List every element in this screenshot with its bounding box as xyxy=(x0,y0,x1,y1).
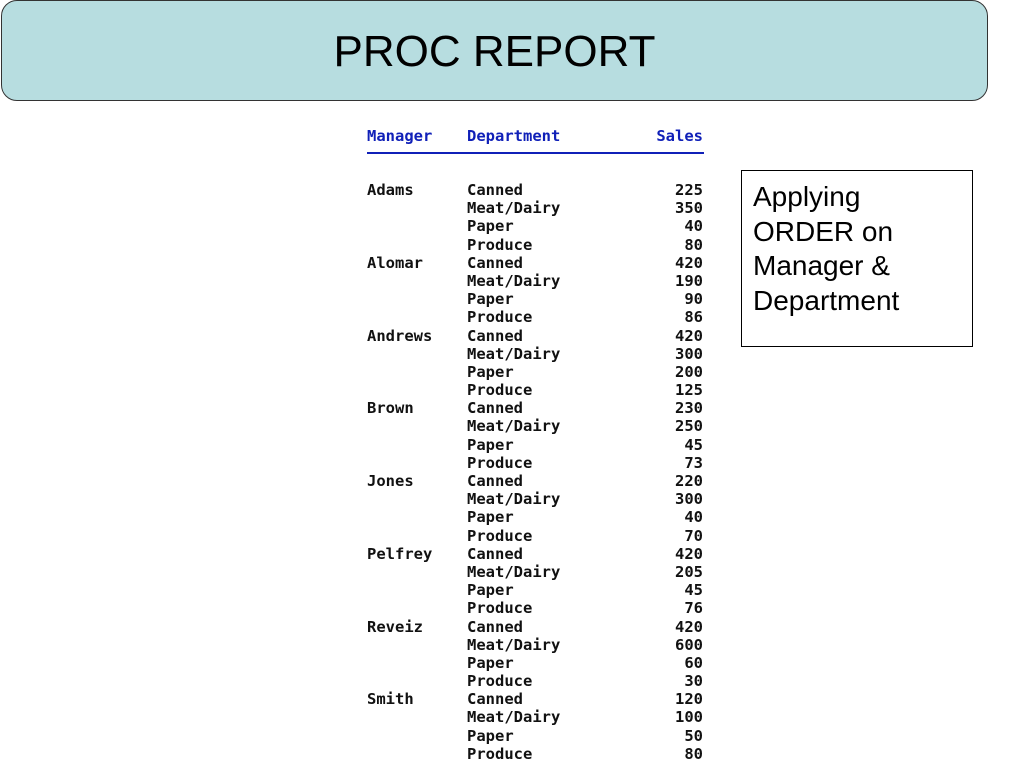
table-row xyxy=(367,436,704,454)
cell-sales: 420 xyxy=(675,544,703,563)
cell-sales: 220 xyxy=(675,472,703,490)
cell-manager: Adams xyxy=(367,181,414,199)
cell-department: Canned xyxy=(467,399,523,418)
cell-sales: 86 xyxy=(684,308,703,327)
table-row xyxy=(367,599,704,617)
cell-manager: Pelfrey xyxy=(367,544,433,563)
cell-sales: 76 xyxy=(684,599,703,618)
cell-sales: 350 xyxy=(675,199,703,218)
cell-department: Paper xyxy=(467,653,514,672)
cell-department: Meat/Dairy xyxy=(467,417,561,436)
cell-department: Meat/Dairy xyxy=(467,271,561,290)
cell-department: Produce xyxy=(467,526,533,545)
cell-sales: 120 xyxy=(675,690,703,709)
table-row xyxy=(367,417,704,435)
table-row xyxy=(367,199,704,217)
cell-department: Meat/Dairy xyxy=(467,199,561,218)
cell-sales: 70 xyxy=(684,526,703,545)
cell-manager: Reveiz xyxy=(367,617,423,636)
cell-sales: 45 xyxy=(684,581,703,600)
header-department: Department xyxy=(467,127,561,145)
cell-manager: Alomar xyxy=(367,253,423,272)
cell-department: Meat/Dairy xyxy=(467,562,561,581)
cell-department: Canned xyxy=(467,617,523,636)
cell-sales: 40 xyxy=(684,508,703,527)
table-row xyxy=(367,272,704,290)
cell-department: Produce xyxy=(467,235,533,254)
cell-department: Meat/Dairy xyxy=(467,490,561,509)
cell-sales: 600 xyxy=(675,635,703,654)
table-row xyxy=(367,727,704,745)
cell-sales: 125 xyxy=(675,381,703,400)
cell-sales: 420 xyxy=(675,617,703,636)
cell-department: Produce xyxy=(467,453,533,472)
cell-department: Canned xyxy=(467,326,523,345)
table-row xyxy=(367,345,704,363)
cell-manager: Brown xyxy=(367,399,414,418)
cell-department: Paper xyxy=(467,435,514,454)
table-row xyxy=(367,690,704,708)
cell-department: Paper xyxy=(467,726,514,745)
table-row xyxy=(367,290,704,308)
table-row xyxy=(367,618,704,636)
cell-department: Meat/Dairy xyxy=(467,635,561,654)
table-row xyxy=(367,217,704,235)
cell-sales: 420 xyxy=(675,253,703,272)
cell-sales: 40 xyxy=(684,217,703,236)
cell-department: Produce xyxy=(467,308,533,327)
table-row xyxy=(367,308,704,326)
cell-sales: 190 xyxy=(675,271,703,290)
cell-sales: 100 xyxy=(675,708,703,727)
table-row xyxy=(367,527,704,545)
cell-manager: Jones xyxy=(367,472,414,490)
cell-sales: 420 xyxy=(675,326,703,345)
header-manager: Manager xyxy=(367,127,433,145)
table-row xyxy=(367,708,704,726)
table-row xyxy=(367,236,704,254)
cell-sales: 200 xyxy=(675,362,703,381)
cell-department: Paper xyxy=(467,290,514,309)
table-row xyxy=(367,381,704,399)
slide-title: PROC REPORT xyxy=(333,27,656,76)
cell-department: Paper xyxy=(467,217,514,236)
cell-sales: 230 xyxy=(675,399,703,418)
cell-department: Meat/Dairy xyxy=(467,708,561,727)
annotation-box xyxy=(741,170,973,347)
cell-department: Canned xyxy=(467,472,523,490)
cell-department: Canned xyxy=(467,253,523,272)
cell-department: Produce xyxy=(467,744,533,763)
cell-department: Produce xyxy=(467,672,533,691)
table-row xyxy=(367,454,704,472)
cell-manager: Andrews xyxy=(367,326,433,345)
cell-sales: 45 xyxy=(684,435,703,454)
cell-manager: Smith xyxy=(367,690,414,709)
table-row xyxy=(367,472,704,490)
title-banner xyxy=(1,0,988,101)
cell-sales: 300 xyxy=(675,490,703,509)
table-row xyxy=(367,363,704,381)
cell-department: Canned xyxy=(467,181,523,199)
cell-sales: 80 xyxy=(684,235,703,254)
table-row xyxy=(367,254,704,272)
cell-sales: 73 xyxy=(684,453,703,472)
table-row xyxy=(367,545,704,563)
table-row xyxy=(367,672,704,690)
cell-sales: 90 xyxy=(684,290,703,309)
table-row xyxy=(367,181,704,199)
cell-sales: 80 xyxy=(684,744,703,763)
table-row xyxy=(367,327,704,345)
cell-sales: 30 xyxy=(684,672,703,691)
table-row xyxy=(367,399,704,417)
report-rows xyxy=(367,181,704,763)
header-sales: Sales xyxy=(656,127,703,145)
cell-department: Paper xyxy=(467,508,514,527)
cell-sales: 250 xyxy=(675,417,703,436)
cell-department: Paper xyxy=(467,362,514,381)
table-row xyxy=(367,654,704,672)
table-row xyxy=(367,508,704,526)
cell-sales: 300 xyxy=(675,344,703,363)
cell-department: Canned xyxy=(467,544,523,563)
table-row xyxy=(367,563,704,581)
table-row xyxy=(367,636,704,654)
table-row xyxy=(367,745,704,763)
cell-department: Produce xyxy=(467,381,533,400)
cell-department: Meat/Dairy xyxy=(467,344,561,363)
cell-sales: 225 xyxy=(675,181,703,199)
cell-department: Paper xyxy=(467,581,514,600)
cell-department: Produce xyxy=(467,599,533,618)
header-underline xyxy=(367,152,704,154)
cell-sales: 60 xyxy=(684,653,703,672)
table-row xyxy=(367,581,704,599)
cell-department: Canned xyxy=(467,690,523,709)
cell-sales: 50 xyxy=(684,726,703,745)
table-row xyxy=(367,490,704,508)
cell-sales: 205 xyxy=(675,562,703,581)
annotation-text: Applying ORDER on Manager & Department xyxy=(753,181,900,316)
